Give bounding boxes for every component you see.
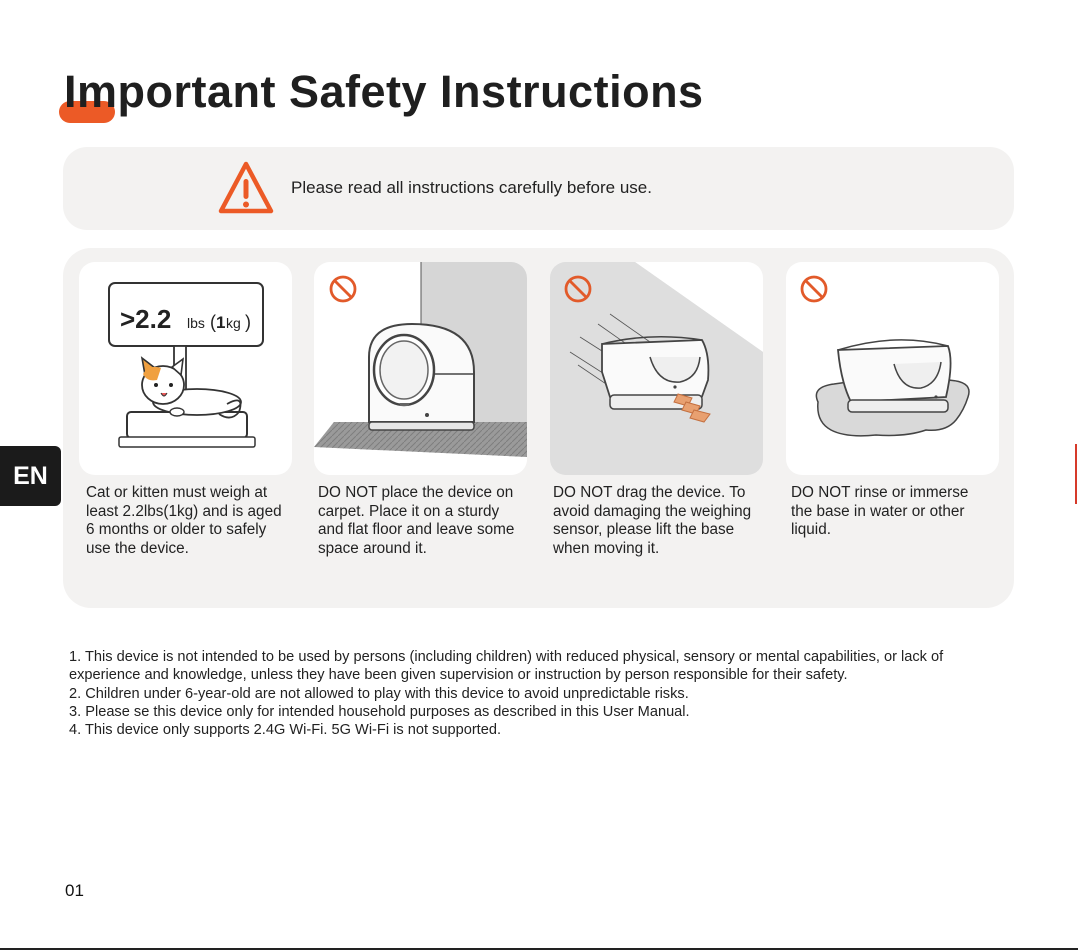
weight-unit: lbs [187, 315, 205, 331]
weight-value: >2.2 [120, 304, 172, 334]
page-number: 01 [65, 881, 84, 900]
notice-text: Please read all instructions carefully before use. [291, 178, 652, 197]
note-item: 1. This device is not intended to be used by persons (including children) with reduced physical, sensory or mental capabilities, or lack of experience and knowledge, unless they have been given supervision or instruction by person responsible for their safety. [69, 649, 944, 684]
base-in-water-illustration [786, 262, 999, 475]
card-caption-carpet: DO NOT place the device on carpet. Place it on a sturdy and flat floor and leave some space around it. [318, 484, 515, 557]
page-title: Important Safety Instructions [64, 66, 704, 117]
note-item: 2. Children under 6-year-old are not allowed to play with this device to avoid unpredictable risks. [69, 685, 689, 702]
weight-kg-unit: kg [226, 315, 241, 331]
weight-paren-close: ) [245, 312, 251, 332]
note-item: 3. Please se this device only for intended household purposes as described in this User Manual. [69, 703, 690, 720]
card-caption-rinse: DO NOT rinse or immerse the base in water or other liquid. [791, 484, 969, 539]
card-no-rinse [786, 262, 999, 475]
bottom-rule [0, 948, 1078, 950]
dragging-device-illustration [550, 262, 763, 475]
cat-on-scale-illustration [79, 262, 292, 475]
note-item: 4. This device only supports 2.4G Wi-Fi. 5G Wi-Fi is not supported. [69, 722, 502, 739]
edge-marker [1075, 444, 1077, 504]
card-caption-drag: DO NOT drag the device. To avoid damaging the weighing sensor, please lift the base when moving it. [553, 484, 752, 557]
safety-notes-list [69, 648, 1009, 739]
device-on-carpet-illustration [314, 262, 527, 475]
card-caption-weight: Cat or kitten must weigh at least 2.2lbs(1kg) and is aged 6 months or older to safely use the device. [86, 484, 282, 557]
card-weight-requirement [79, 262, 292, 475]
language-tab: EN [0, 446, 61, 506]
card-no-drag [550, 262, 763, 475]
card-no-carpet [314, 262, 527, 475]
weight-kg-value: 1 [216, 313, 226, 332]
weight-paren-open: ( [210, 312, 216, 332]
warning-icon [218, 160, 274, 216]
